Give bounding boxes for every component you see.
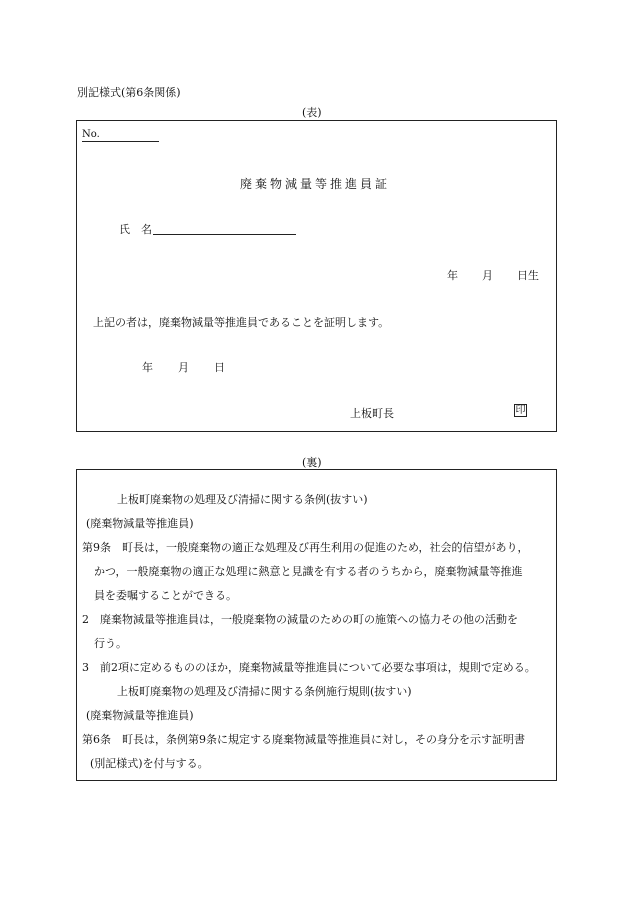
issue-day-label: 日 — [214, 361, 225, 374]
article-6-line-1: 第6条 町長は，条例第9条に規定する廃棄物減量等推進員に対し，その身分を示す証明書 — [82, 733, 525, 746]
form-label: 別記様式(第6条関係) — [77, 86, 181, 99]
ordinance-caption: (廃棄物減量等推進員) — [86, 517, 194, 530]
front-card — [76, 120, 557, 432]
article-9-line-3: 員を委嘱することができる。 — [94, 589, 237, 602]
name-label: 氏 名 — [119, 223, 152, 236]
article-9-line-2: かつ，一般廃棄物の適正な処理に熱意と見識を有する者のうちから，廃棄物減量等推進 — [94, 565, 523, 578]
paragraph-3: 3 前2項に定めるもののほか，廃棄物減量等推進員について必要な事項は，規則で定める。 — [82, 661, 536, 674]
issue-year-label: 年 — [142, 361, 153, 374]
rules-title: 上板町廃棄物の処理及び清掃に関する条例施行規則(抜すい) — [117, 685, 412, 698]
back-heading: (裏) — [302, 456, 322, 469]
ordinance-title: 上板町廃棄物の処理及び清掃に関する条例(抜すい) — [117, 493, 368, 506]
certify-text: 上記の者は，廃棄物減量等推進員であることを証明します。 — [93, 316, 390, 329]
issue-month-label: 月 — [178, 361, 189, 374]
issuer-label: 上板町長 — [350, 407, 394, 420]
birth-month-label: 月 — [482, 269, 493, 282]
back-card — [76, 469, 557, 781]
article-9-line-1: 第9条 町長は，一般廃棄物の適正な処理及び再生利用の促進のため，社会的信望があり， — [82, 541, 529, 554]
birth-year-label: 年 — [447, 269, 458, 282]
front-heading: (表) — [302, 106, 322, 119]
rules-caption: (廃棄物減量等推進員) — [86, 709, 194, 722]
birth-day-label: 日生 — [517, 269, 539, 282]
paragraph-2-line-1: 2 廃棄物減量等推進員は，一般廃棄物の減量のための町の施策への協力その他の活動を — [82, 613, 518, 626]
card-title: 廃棄物減量等推進員証 — [240, 177, 391, 191]
paragraph-2-line-2: 行う。 — [94, 637, 127, 650]
name-field-line[interactable] — [153, 234, 296, 235]
no-underline — [82, 141, 159, 142]
seal-stamp: 印 — [515, 405, 526, 416]
article-6-line-2: (別記様式)を付与する。 — [90, 757, 209, 770]
no-label: No. — [82, 129, 100, 140]
